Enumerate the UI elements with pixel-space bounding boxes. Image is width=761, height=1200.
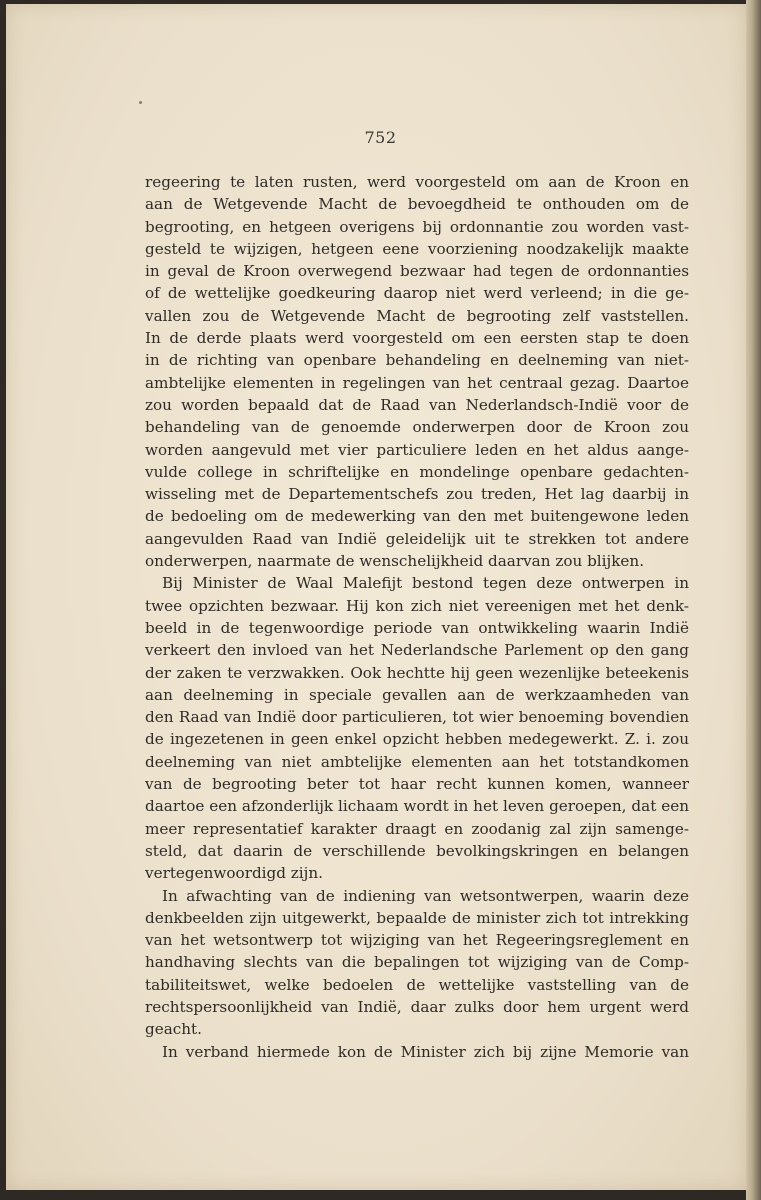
- text-line: daartoe een afzonderlijk lichaam wordt in het leven geroepen, dat een: [145, 797, 689, 816]
- text-line: Bij Minister de Waal Malefijt bestond tegen deze ontwerpen in: [162, 574, 689, 593]
- text-line: ambtelijke elementen in regelingen van het centraal gezag. Daartoe: [145, 373, 689, 392]
- text-line: de bedoeling om de medewerking van den met buitengewone leden: [145, 507, 689, 526]
- text-line: der zaken te verzwakken. Ook hechtte hij geen wezenlijke beteekenis: [145, 663, 689, 682]
- text-line: aan deelneming in speciale gevallen aan de werkzaamheden van: [145, 685, 689, 704]
- page-number: 752: [364, 128, 397, 147]
- text-line: deelneming van niet ambtelijke elementen aan het totstandkomen: [145, 752, 689, 771]
- text-line: begrooting, en hetgeen overigens bij ordonnantie zou worden vast-: [145, 217, 689, 236]
- body-text: [145, 171, 689, 1063]
- text-line: of de wettelijke goedkeuring daarop niet werd verleend; in die ge-: [145, 284, 689, 303]
- text-line: meer representatief karakter draagt en zoodanig zal zijn samenge-: [145, 819, 689, 838]
- text-line: den Raad van Indië door particulieren, tot wier benoeming bovendien: [145, 708, 689, 727]
- text-line: In de derde plaats werd voorgesteld om een eersten stap te doen: [145, 329, 689, 348]
- text-line: behandeling van de genoemde onderwerpen door de Kroon zou: [145, 418, 689, 437]
- text-line: vallen zou de Wetgevende Macht de begrooting zelf vaststellen.: [145, 306, 689, 325]
- text-line: handhaving slechts van die bepalingen tot wijziging van de Comp-: [145, 953, 689, 972]
- text-line: wisseling met de Departementschefs zou treden, Het lag daarbij in: [145, 485, 689, 504]
- text-line: rechtspersoonlijkheid van Indië, daar zulks door hem urgent werd: [145, 997, 689, 1016]
- book-gutter: [746, 0, 761, 1200]
- text-line: van het wetsontwerp tot wijziging van het Regeeringsreglement en: [145, 931, 689, 950]
- text-line: aangevulden Raad van Indië geleidelijk uit te strekken tot andere: [145, 529, 689, 548]
- text-line: aan de Wetgevende Macht de bevoegdheid te onthouden om de: [145, 195, 689, 214]
- text-line: beeld in de tegenwoordige periode van ontwikkeling waarin Indië: [145, 618, 689, 637]
- text-line: vulde college in schriftelijke en mondelinge openbare gedachten-: [145, 462, 689, 481]
- text-line: geacht.: [145, 1020, 202, 1039]
- text-line: in de richting van openbare behandeling en deelneming van niet-: [145, 351, 689, 370]
- text-line: regeering te laten rusten, werd voorgesteld om aan de Kroon en: [145, 173, 689, 191]
- text-line: verkeert den invloed van het Nederlandsche Parlement op den gang: [145, 641, 689, 660]
- text-line: vertegenwoordigd zijn.: [145, 864, 323, 883]
- text-line: In verband hiermede kon de Minister zich bij zijne Memorie van: [162, 1042, 689, 1061]
- text-line: gesteld te wijzigen, hetgeen eene voorziening noodzakelijk maakte: [145, 239, 689, 258]
- text-line: de ingezetenen in geen enkel opzicht hebben medegewerkt. Z. i. zou: [145, 730, 689, 749]
- text-line: tabiliteitswet, welke bedoelen de wettelijke vaststelling van de: [145, 975, 689, 994]
- text-line: denkbeelden zijn uitgewerkt, bepaalde de minister zich tot intrekking: [145, 908, 689, 927]
- text-line: twee opzichten bezwaar. Hij kon zich niet vereenigen met het denk-: [145, 596, 689, 615]
- text-line: van de begrooting beter tot haar recht kunnen komen, wanneer: [145, 775, 689, 794]
- paper-speck: [139, 101, 142, 104]
- text-line: steld, dat daarin de verschillende bevolkingskringen en belangen: [145, 841, 689, 860]
- text-line: In afwachting van de indiening van wetsontwerpen, waarin deze: [162, 886, 689, 905]
- text-line: zou worden bepaald dat de Raad van Nederlandsch-Indië voor de: [145, 395, 689, 414]
- text-line: onderwerpen, naarmate de wenschelijkheid daarvan zou blijken.: [145, 552, 645, 571]
- text-line: worden aangevuld met vier particuliere leden en het aldus aange-: [145, 440, 689, 459]
- text-line: in geval de Kroon overwegend bezwaar had tegen de ordonnanties: [145, 262, 689, 281]
